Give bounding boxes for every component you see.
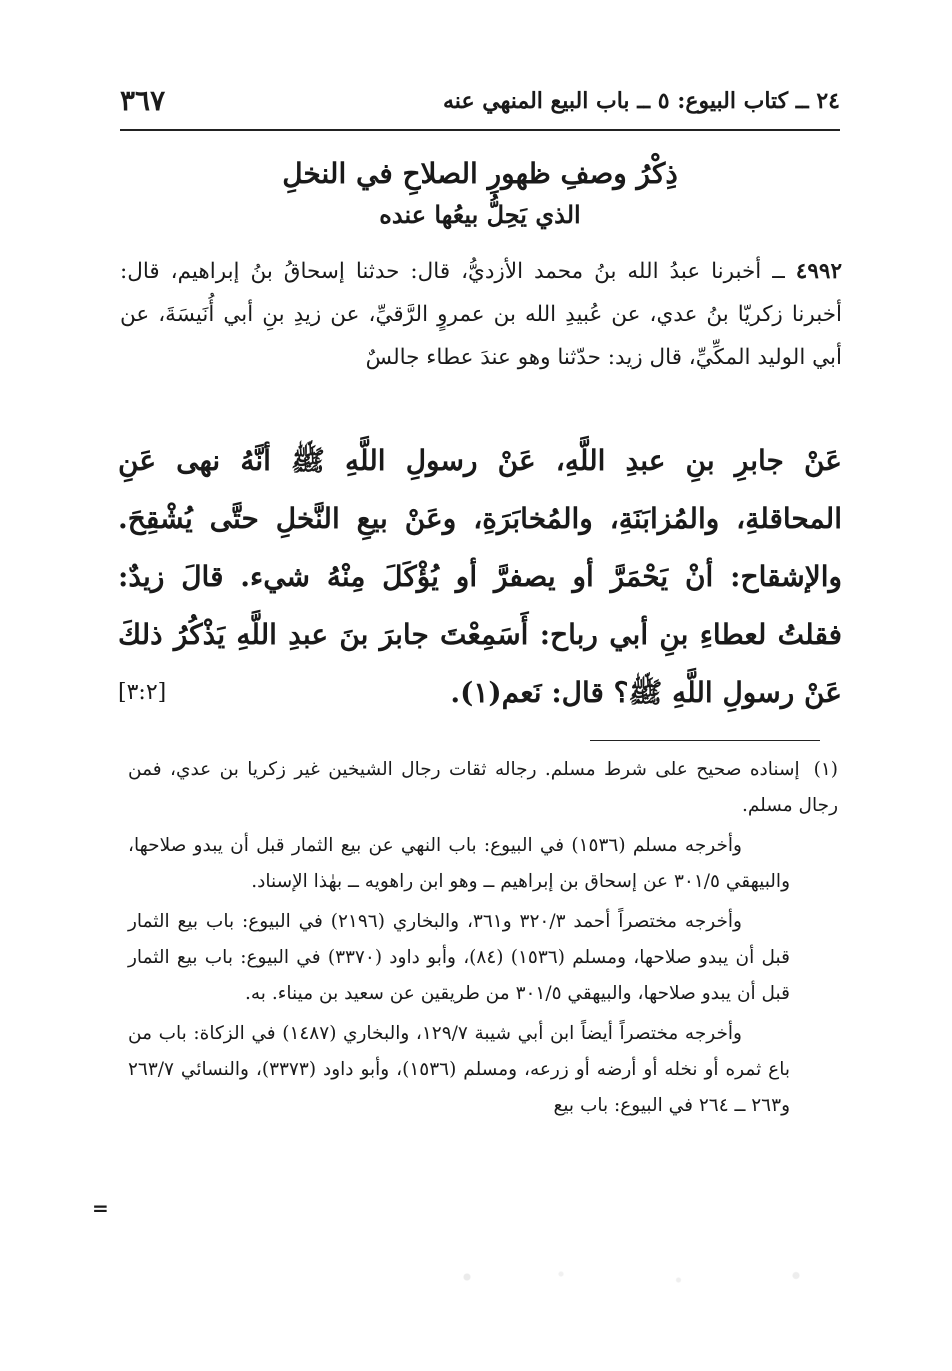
footnote-paragraph-4: وأخرجه مختصراً أيضاً ابن أبي شيبة ١٢٩/٧، والبخاري (١٤٨٧) في الزكاة: باب من باع ثمره أو نخله أو أرضه أو زرعه، ومسلم (١٥٣٦)، وأبو داود (٣٣٧٣)، والنسائي ٢٦٣/٧ و٢٦٣ ــ ٢٦٤ في البيوع: باب بيع (128, 1023, 790, 1116)
scan-artifact (420, 1262, 890, 1292)
footnote-paragraph-1 (128, 752, 838, 824)
footnote-separator (590, 740, 820, 741)
footnote-marker: (١) (813, 759, 838, 780)
hadith-number: ٤٩٩٢ (795, 259, 842, 284)
page-number: ٣٦٧ (120, 84, 166, 117)
matn-text: عَنْ جابرِ بنِ عبدِ اللَّهِ، عَنْ رسولِ اللَّهِ ﷺ أنَّهُ نهى عَنِ المحاقلةِ، والمُزابَنَةِ، والمُخابَرَةِ، وعَنْ بيعِ النَّخلِ حتَّى يُشْقِحَ. والإشقاح: أنْ يَحْمَرَّ أو يصفرَّ أو يُؤْكَلَ مِنْهُ شيء. قالَ زيدٌ: فقلتُ لعطاءِ بنِ أبي رباح: أَسَمِعْتَ جابرَ بنَ عبدِ اللَّهِ يَذْكُرُ ذلكَ عَنْ رسولِ اللَّهِ ﷺ؟ قال: نَعم(١). (118, 444, 842, 709)
continued-marker: = (92, 1196, 109, 1220)
isnad-text: ــ أخبرنا عبدُ الله بنُ محمد الأزديُّ، قال: حدثنا إسحاقُ بنُ إبراهيم، قال: أخبرنا زكريّا بنُ عدي، عن عُبيدِ الله بن عمروٍ الرَّقيِّ، عن زيدِ بنِ أبي أُنَيسَةَ، عن أبي الوليد المكِّيِّ، قال زيد: حدّثنا وهو عندَ عطاء جالسٌ (120, 259, 842, 370)
hadith-matn (118, 432, 842, 722)
chapter-title-line-1: ذِكْرُ وصفِ ظهورِ الصلاحِ في النخلِ (282, 157, 678, 190)
chapter-heading (120, 152, 840, 234)
hadith-isnad (120, 250, 842, 379)
chapter-title-line-2: الذي يَحِلُّ بيعُها عنده (379, 200, 581, 229)
running-header (120, 80, 840, 130)
footnote-paragraph-2: وأخرجه مسلم (١٥٣٦) في البيوع: باب النهي عن بيع الثمار قبل أن يبدو صلاحها، والبيهقي ٣٠١/٥ عن إسحاق بن إبراهيم ــ وهو ابن راهويه ــ بهٰذا الإسناد. (128, 835, 790, 892)
footnote-text-1: إسناده صحيح على شرط مسلم. رجاله ثقات رجال الشيخين غير زكريا بن عدي، فمن رجال مسلم. (128, 759, 838, 816)
footnote-paragraph-3: وأخرجه مختصراً أحمد ٣٢٠/٣ و٣٦١، والبخاري (٢١٩٦) في البيوع: باب بيع الثمار قبل أن يبدو صلاحها، ومسلم (١٥٣٦) (٨٤)، وأبو داود (٣٣٧٠) في البيوع: باب بيع الثمار قبل أن يبدو صلاحها، والبيهقي ٣٠١/٥ من طريقين عن سعيد بن ميناء. به. (128, 911, 790, 1004)
hadith-reference: [٣:٢] (118, 680, 167, 705)
header-rule (120, 129, 840, 131)
running-title: ٢٤ ــ كتاب البيوع: ٥ ــ باب البيع المنهي عنه (443, 88, 840, 114)
footnotes (128, 752, 838, 1128)
